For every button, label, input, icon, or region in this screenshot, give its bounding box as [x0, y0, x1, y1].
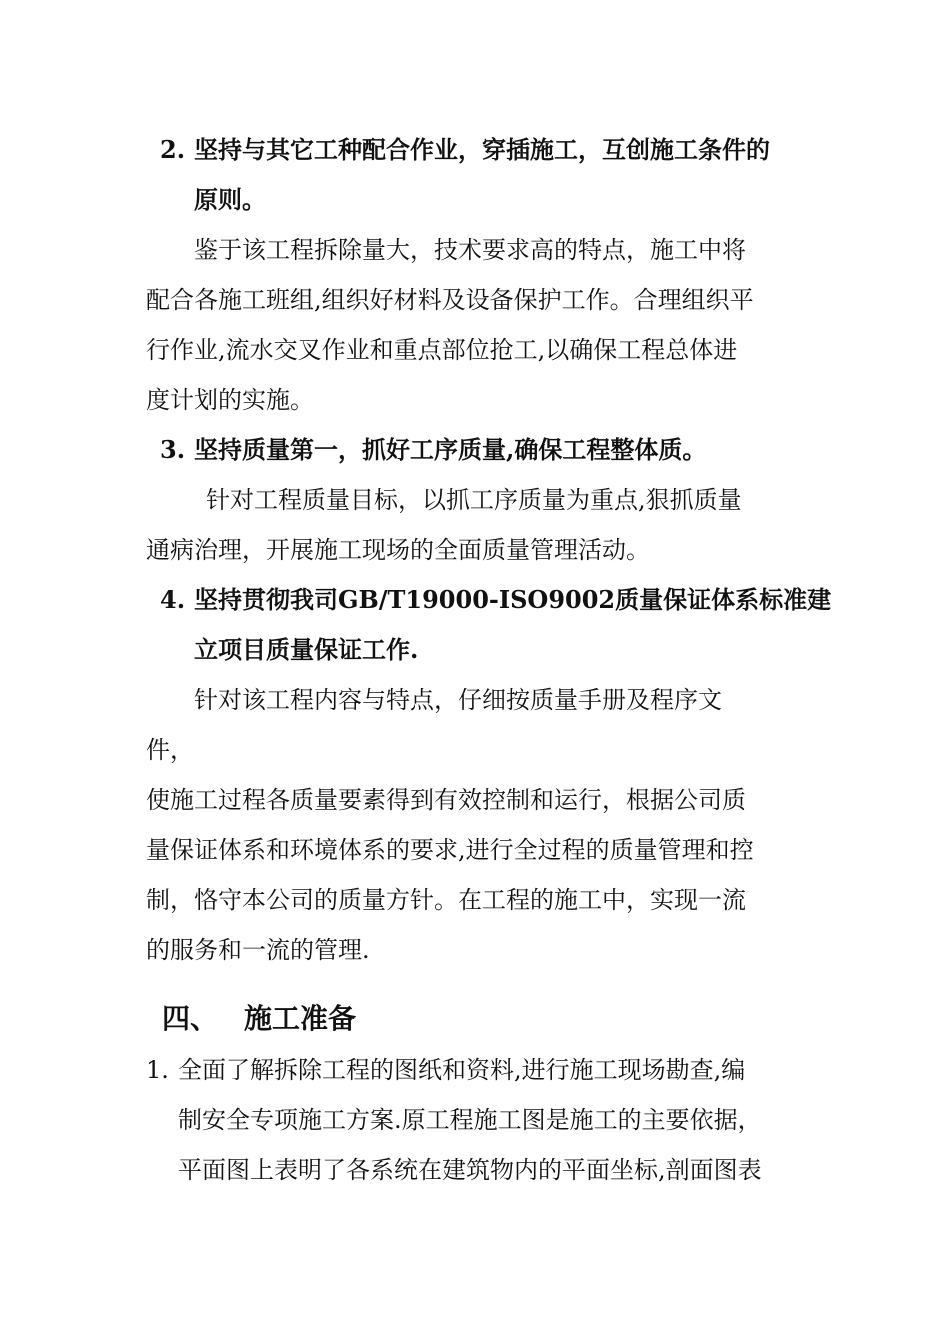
- section-item-1-line-3: 平面图上表明了各系统在建筑物内的平面坐标,剖面图表: [178, 1156, 762, 1184]
- paragraph-line: 的服务和一流的管理.: [146, 936, 370, 964]
- paragraph-line: 度计划的实施。: [146, 386, 314, 414]
- list-item-2-line-1: [160, 133, 770, 167]
- paragraph-line: 鉴于该工程拆除量大，技术要求高的特点，施工中将: [194, 236, 746, 264]
- list-item-number: 4.: [160, 585, 186, 614]
- section-item-number: 1.: [146, 1056, 169, 1084]
- section-number: 四、: [162, 1002, 219, 1035]
- list-item-text: 坚持与其它工种配合作业，穿插施工，互创施工条件的: [194, 135, 770, 164]
- list-item-number: 3.: [160, 435, 186, 464]
- section-title: 施工准备: [244, 1002, 357, 1035]
- section-item-1-line-2: 制安全专项施工方案.原工程施工图是施工的主要依据，: [178, 1106, 762, 1134]
- list-item-4-line-2: 立项目质量保证工作.: [194, 635, 419, 664]
- paragraph-line: 量保证体系和环境体系的要求,进行全过程的质量管理和控: [146, 836, 754, 864]
- paragraph-line: 通病治理，开展施工现场的全面质量管理活动。: [146, 536, 650, 564]
- section-item-1-line-1: [146, 1053, 745, 1087]
- list-item-4-line-1: [160, 583, 831, 617]
- section-heading: [162, 1002, 356, 1036]
- section-item-text: 全面了解拆除工程的图纸和资料,进行施工现场勘查,编: [178, 1056, 746, 1084]
- paragraph-line: 针对该工程内容与特点，仔细按质量手册及程序文: [194, 686, 722, 714]
- paragraph-line: 配合各施工班组,组织好材料及设备保护工作。合理组织平: [146, 286, 754, 314]
- paragraph-line: 件，: [146, 736, 194, 764]
- list-item-text: 坚持质量第一，抓好工序质量,确保工程整体质。: [194, 435, 707, 464]
- list-item-3-line-1: [160, 433, 706, 467]
- list-item-number: 2.: [160, 135, 186, 164]
- list-item-text: 坚持贯彻我司GB/T19000-ISO9002质量保证体系标准建: [194, 585, 832, 614]
- list-item-2-line-2: 原则。: [194, 185, 266, 214]
- paragraph-line: 制，恪守本公司的质量方针。在工程的施工中，实现一流: [146, 886, 746, 914]
- paragraph-line: 行作业,流水交叉作业和重点部位抢工,以确保工程总体进: [146, 336, 738, 364]
- paragraph-line: 针对工程质量目标，以抓工序质量为重点,狠抓质量: [206, 486, 742, 514]
- paragraph-line: 使施工过程各质量要素得到有效控制和运行，根据公司质: [146, 786, 746, 814]
